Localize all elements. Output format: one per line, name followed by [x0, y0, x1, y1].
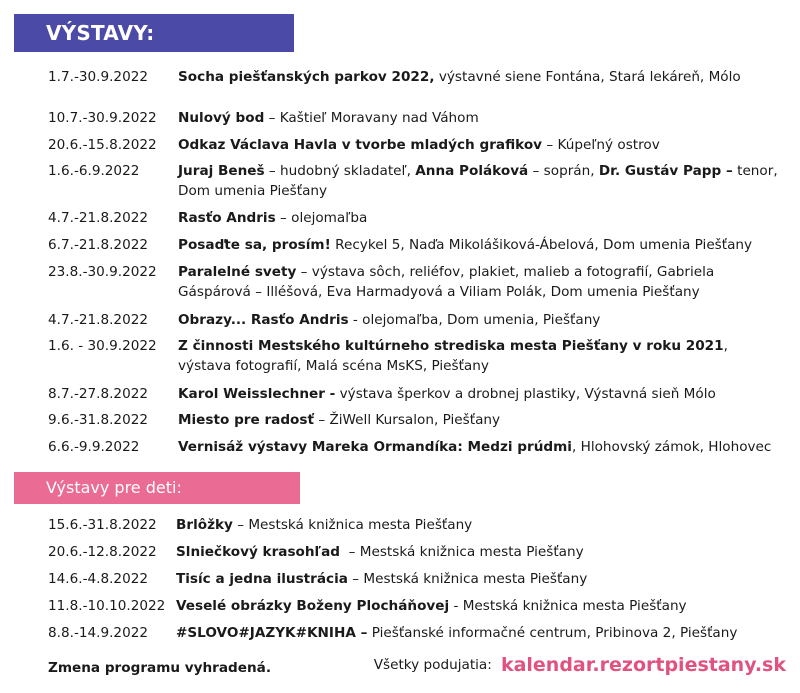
exhibition-title: Posaďte sa, prosím! — [178, 237, 331, 253]
exhibition-description — [178, 310, 778, 330]
exhibition-date: 20.6.-15.8.2022 — [48, 137, 157, 153]
all-events-label: Všetky podujatia: — [373, 657, 492, 673]
exhibition-details: – hudobný skladateľ, — [264, 163, 416, 179]
kids-exhibition-description — [176, 569, 776, 589]
exhibition-date: 4.7.-21.8.2022 — [48, 210, 149, 226]
exhibition-title: Paralelné svety — [178, 264, 297, 280]
exhibition-date: 23.8.-30.9.2022 — [48, 264, 157, 280]
exhibition-title: Juraj Beneš — [178, 163, 265, 179]
calendar-url-link[interactable]: kalendar.rezortpiestany.sk — [500, 654, 786, 676]
footer-events-link — [374, 654, 786, 676]
kids-exhibition-title: Slniečkový krasohľad — [176, 544, 340, 560]
exhibition-date: 9.6.-31.8.2022 — [48, 412, 149, 428]
exhibition-date: 1.6. - 30.9.2022 — [48, 338, 157, 354]
exhibition-title: Socha piešťanských parkov 2022, — [178, 69, 435, 85]
exhibition-date: 6.6.-9.9.2022 — [48, 439, 140, 455]
exhibition-details-2: – soprán, — [528, 163, 599, 179]
kids-exhibition-date: 11.8.-10.10.2022 — [48, 598, 166, 614]
exhibition-date: 10.7.-30.9.2022 — [48, 110, 157, 126]
exhibition-details: výstava šperkov a drobnej plastiky, Výstavná sieň Mólo — [335, 386, 716, 402]
exhibition-description — [178, 410, 778, 430]
kids-exhibition-title: Veselé obrázky Boženy Plocháňovej — [176, 598, 450, 614]
kids-exhibition-details: – Mestská knižnica mesta Piešťany — [339, 544, 584, 560]
program-change-notice: Zmena programu vyhradená. — [48, 660, 272, 676]
exhibition-details: – ŽiWell Kursalon, Piešťany — [314, 412, 501, 428]
exhibition-date: 8.7.-27.8.2022 — [48, 386, 149, 402]
exhibition-details: – olejomaľba — [275, 210, 368, 226]
exhibitions-header — [14, 14, 294, 52]
exhibition-title-2: Anna Poláková — [415, 163, 529, 179]
exhibition-details: výstavné siene Fontána, Stará lekáreň, Mólo — [434, 69, 741, 85]
kids-exhibitions-title: Výstavy pre deti: — [46, 478, 182, 497]
exhibition-description — [178, 67, 778, 87]
kids-exhibition-details: Piešťanské informačné centrum, Pribinova 2, Piešťany — [367, 625, 738, 641]
exhibition-details: – výstava sôch, reliéfov, plakiet, malieb a fotografií, Gabriela Gáspárová – Illéšová, Eva Harmadyová a Viliam Polák, Dom umenia Piešťany — [178, 264, 715, 300]
kids-exhibition-description — [176, 515, 776, 535]
exhibition-title: Miesto pre radosť — [178, 412, 314, 428]
exhibition-date: 6.7.-21.8.2022 — [48, 237, 149, 253]
exhibition-details: , výstava fotografií, Malá scéna MsKS, Piešťany — [178, 338, 728, 374]
exhibitions-title: VÝSTAVY: — [46, 21, 155, 45]
kids-exhibition-title: #SLOVO#JAZYK#KNIHA – — [176, 625, 368, 641]
kids-exhibition-details: – Mestská knižnica mesta Piešťany — [232, 517, 473, 533]
exhibition-description — [178, 208, 778, 228]
kids-exhibition-title: Tisíc a jedna ilustrácia — [176, 571, 348, 587]
kids-exhibition-date: 15.6.-31.8.2022 — [48, 517, 157, 533]
exhibition-details: Recykel 5, Naďa Mikolášiková-Ábelová, Dom umenia Piešťany — [330, 237, 753, 253]
exhibition-date: 1.6.-6.9.2022 — [48, 163, 140, 179]
exhibition-details-3: tenor, Dom umenia Piešťany — [178, 163, 778, 199]
kids-exhibition-details: – Mestská knižnica mesta Piešťany — [347, 571, 588, 587]
exhibition-description — [178, 437, 778, 457]
exhibition-description — [178, 262, 778, 302]
exhibition-title: Nulový bod — [178, 110, 265, 126]
kids-exhibition-description — [176, 542, 776, 562]
exhibition-details: – Kúpeľný ostrov — [542, 137, 660, 153]
exhibition-description — [178, 336, 778, 376]
exhibition-title-3: Dr. Gustáv Papp – — [598, 163, 733, 179]
exhibition-description — [178, 108, 778, 128]
exhibition-description — [178, 235, 778, 255]
kids-exhibition-date: 8.8.-14.9.2022 — [48, 625, 149, 641]
kids-exhibition-details: - Mestská knižnica mesta Piešťany — [449, 598, 687, 614]
exhibition-details: – Kaštieľ Moravany nad Váhom — [264, 110, 479, 126]
exhibition-description — [178, 161, 778, 201]
exhibition-title: Obrazy... Rasťo Andris — [178, 312, 349, 328]
kids-exhibition-date: 14.6.-4.8.2022 — [48, 571, 149, 587]
exhibition-title: Vernisáž výstavy Mareka Ormandíka: Medzi prúdmi — [178, 439, 572, 455]
exhibition-title: Karol Weisslechner - — [178, 386, 336, 402]
kids-exhibition-description — [176, 623, 776, 643]
exhibition-description — [178, 135, 778, 155]
exhibition-description — [178, 384, 778, 404]
exhibition-date: 4.7.-21.8.2022 — [48, 312, 149, 328]
exhibition-date: 1.7.-30.9.2022 — [48, 69, 149, 85]
kids-exhibition-date: 20.6.-12.8.2022 — [48, 544, 157, 560]
exhibition-title: Rasťo Andris — [178, 210, 276, 226]
kids-exhibition-description — [176, 596, 776, 616]
kids-exhibition-title: Brlôžky — [176, 517, 233, 533]
exhibition-details: , Hlohovský zámok, Hlohovec — [571, 439, 772, 455]
exhibition-title: Z činnosti Mestského kultúrneho strediska mesta Piešťany v roku 2021 — [178, 338, 724, 354]
exhibition-details: - olejomaľba, Dom umenia, Piešťany — [348, 312, 601, 328]
exhibition-title: Odkaz Václava Havla v tvorbe mladých grafikov — [178, 137, 543, 153]
kids-exhibitions-header — [14, 472, 300, 504]
